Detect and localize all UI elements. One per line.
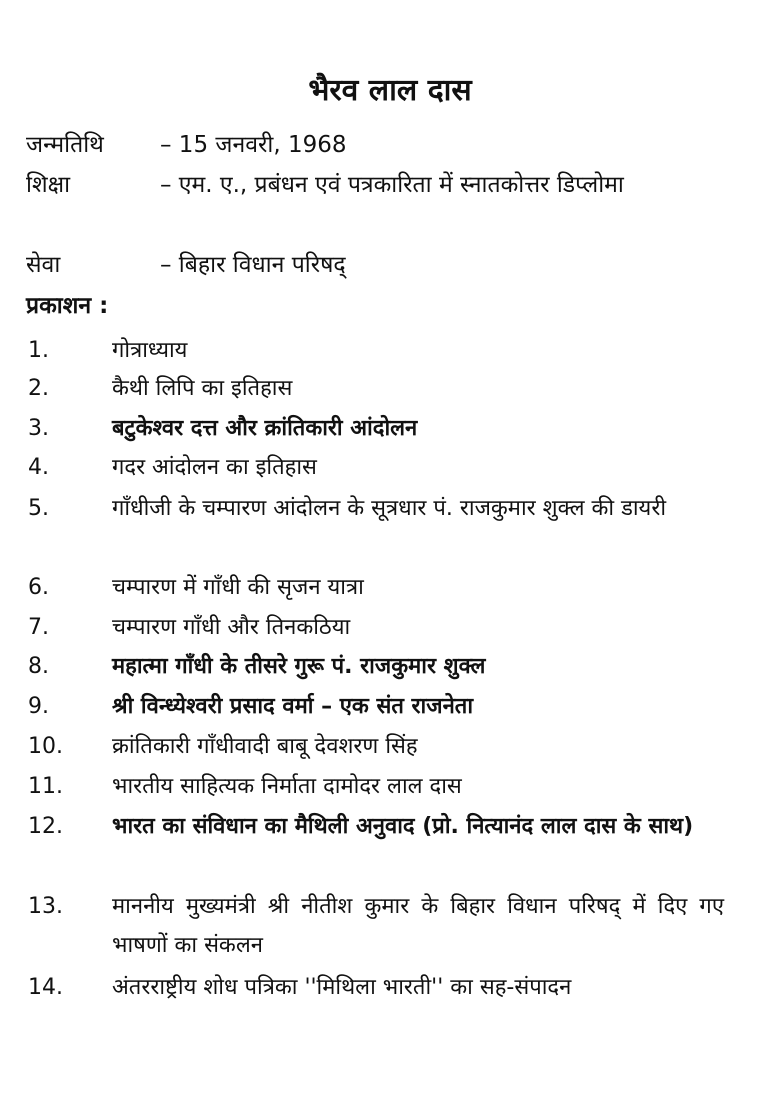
publication-number: 12.: [28, 814, 63, 839]
publication-title: महात्मा गाँधी के तीसरे गुरू पं. राजकुमार शुक्ल: [112, 654, 486, 679]
publication-title: बटुकेश्वर दत्त और क्रांतिकारी आंदोलन: [112, 416, 418, 441]
publication-title: माननीय मुख्यमंत्री श्री नीतीश कुमार के बिहार विधान परिषद् में दिए गए भाषणों का संकलन: [112, 894, 724, 958]
publication-number: 14.: [28, 975, 63, 1000]
bio-label-service: सेवा: [26, 252, 61, 278]
publication-number: 5.: [28, 496, 49, 521]
publication-title: चम्पारण में गाँधी की सृजन यात्रा: [112, 575, 364, 600]
page-title: भैरव लाल दास: [308, 73, 472, 108]
publication-title: भारत का संविधान का मैथिली अनुवाद (प्रो. नित्यानंद लाल दास के साथ): [112, 814, 694, 839]
publication-number: 8.: [28, 654, 49, 679]
publication-title: कैथी लिपि का इतिहास: [112, 376, 293, 401]
publications-heading: प्रकाशन :: [26, 293, 109, 319]
publication-number: 3.: [28, 416, 49, 441]
publication-number: 10.: [28, 734, 63, 759]
publication-number: 13.: [28, 894, 63, 919]
publication-title: गाँधीजी के चम्पारण आंदोलन के सूत्रधार पं. राजकुमार शुक्ल की डायरी: [112, 496, 667, 521]
publication-title: चम्पारण गाँधी और तिनकठिया: [112, 615, 351, 640]
bio-label-education: शिक्षा: [26, 172, 71, 198]
publication-number: 6.: [28, 575, 49, 600]
publication-number: 4.: [28, 455, 49, 480]
bio-label-dob: जन्मतिथि: [26, 132, 104, 158]
bio-value-dob: – 15 जनवरी, 1968: [160, 132, 347, 158]
bio-value-service: – बिहार विधान परिषद्: [160, 252, 346, 278]
publication-title: अंतरराष्ट्रीय शोध पत्रिका ''मिथिला भारती'' का सह-संपादन: [112, 975, 572, 1000]
publication-title: भारतीय साहित्यक निर्माता दामोदर लाल दास: [112, 774, 462, 799]
publication-number: 1.: [28, 338, 49, 363]
publication-title: गदर आंदोलन का इतिहास: [112, 455, 317, 480]
publication-title: गोत्राध्याय: [112, 338, 188, 363]
publication-number: 7.: [28, 615, 49, 640]
bio-value-education: – एम. ए., प्रबंधन एवं पत्रकारिता में स्नातकोत्तर डिप्लोमा: [160, 172, 624, 198]
publication-title: क्रांतिकारी गाँधीवादी बाबू देवशरण सिंह: [112, 734, 418, 759]
publication-number: 9.: [28, 694, 49, 719]
publication-title: श्री विन्ध्येश्वरी प्रसाद वर्मा – एक संत राजनेता: [112, 694, 474, 719]
publication-number: 11.: [28, 774, 63, 799]
publication-number: 2.: [28, 376, 49, 401]
